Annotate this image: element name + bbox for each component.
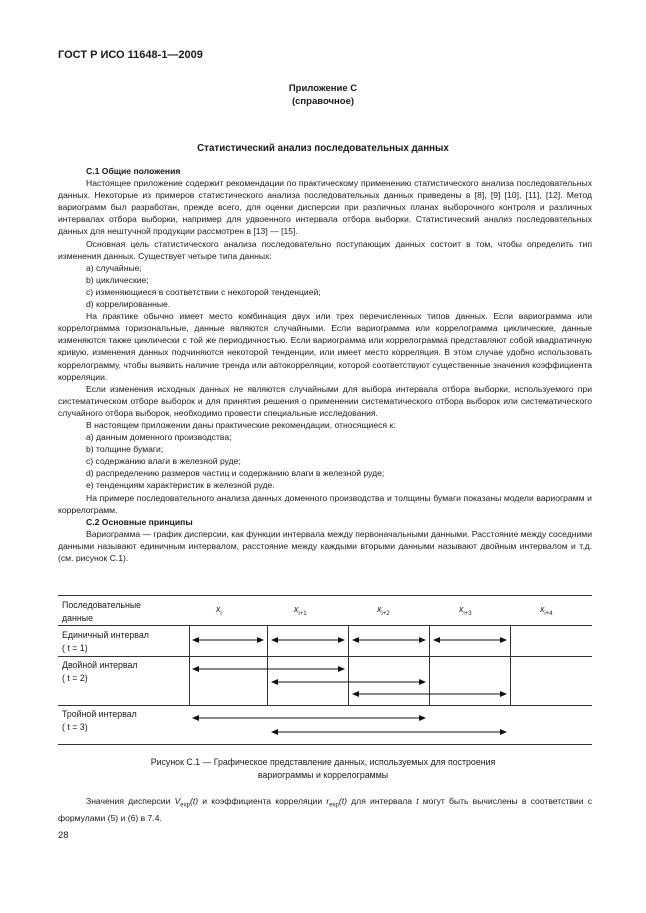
column-header-xi: $x_i$ <box>216 604 222 617</box>
paragraph: Если изменения исходных данных не являются случайными для выбора интервала отбора выборки, используемого при систематическом отборе выборок и для принятия решения о применении систематического отбора выборок или систематического случайного отбора выборок, необходимо провести специальные исследования. <box>58 383 592 418</box>
row-label-triple-interval: Тройной интервал ( t = 3) <box>62 709 137 732</box>
section-title: Статистический анализ последовательных данных <box>197 143 449 154</box>
paragraph-after-figure: Значения дисперсии $V_{exp}(t)$ и коэффициента корреляции $r_{exp}(t)$ для интервала t могут быть вычислены в соответствии с формулами (5) и (6) в 7.4. <box>58 796 592 824</box>
header-label: Последовательные данные <box>62 600 142 623</box>
list-item: d) коррелированные. <box>86 299 171 310</box>
list-item: a) данным доменного производства; <box>86 432 232 443</box>
document-header: ГОСТ Р ИСО 11648-1—2009 <box>58 49 203 61</box>
annex-title: Приложение С <box>288 83 358 94</box>
interval-arrows <box>58 595 592 745</box>
list-item: b) циклические; <box>86 274 149 285</box>
row-label-unit-interval: Единичный интервал ( t = 1) <box>62 630 149 653</box>
subsection-heading-c1: С.1 Общие положения <box>86 166 181 176</box>
paragraph: В настоящем приложении даны практические рекомендации, относящиеся к: <box>86 419 396 430</box>
list-item: d) распределению размеров частиц и содержанию влаги в железной руде; <box>86 468 385 479</box>
column-header-xi1: $x_{i+1}$ <box>294 604 307 617</box>
annex-type: (справочное) <box>291 96 355 107</box>
paragraph: Настоящее приложение содержит рекомендации по практическому применению статистического анализа последовательных данных. Некоторые из примеров статистического анализа последовательных данных приведены в [8], [9] [10], [11], [12]. Метод вариограмм был разработан, прежде всего, для оценки дисперсии при различных планах выборочного контроля и различных интервалах отбора выборки, например для удвоенного интервала отбора выборки. Статистический анализ последовательных данных для нештучной продукции рассмотрен в [13] — [15]. <box>58 178 592 237</box>
paragraph: На практике обычно имеет место комбинация двух или трех перечисленных типов данных. Если вариограмма или коррелограмма горизональные, данные являются случайными. Если вариограмма или коррелограмма циклические, данные изменяются также циклически с той же периодичностью. Если вариограмма или коррелограмма представляют собой квадратичную кривую, изменения данных подчиняются некоторой тенденции, или имеет место корреляция. В этом случае удобно использовать коррелограмму, чтобы выявить наличие тренда или автокорреляции, которой соответствуют существенные значения коэффициента корреляции. <box>58 311 592 382</box>
page-number: 28 <box>58 830 69 841</box>
paragraph: На примере последовательного анализа данных доменного производства и толщины бумаги показаны модели вариограмм и коррелограмм. <box>58 492 592 515</box>
figure-caption: Рисунок С.1 — Графическое представление данных, используемых для построения вариограммы и коррелограммы <box>150 757 496 780</box>
double-interval-arrows <box>193 669 506 694</box>
figure-c1-diagram <box>58 595 592 745</box>
list-item: a) случайные; <box>86 262 142 273</box>
column-header-xi3: $x_{i+3}$ <box>459 604 472 617</box>
annex-heading <box>0 82 646 108</box>
column-header-xi2: $x_{i+2}$ <box>377 604 390 617</box>
main-text <box>58 165 592 564</box>
paragraph: Основная цель статистического анализа последовательно поступающих данных состоит в том, чтобы определить тип изменения данных. Существует четыре типа данных: <box>58 238 592 261</box>
list-item: e) тенденциям характеристик в железной руде. <box>86 480 275 491</box>
row-label-double-interval: Двойной интервал ( t = 2) <box>62 660 138 683</box>
subsection-heading-c2: С.2 Основные принципы <box>86 516 193 527</box>
column-header-xi4: $x_{i+4}$ <box>540 604 553 617</box>
paragraph: Вариограмма — график дисперсии, как функции интервала между первоначальными данными. Расстояние между соседними данными называют единичным интервалом, расстояние между каждыми вторыми данными называют двойным интервалом и т.д. (см. рисунок С.1). <box>58 528 592 563</box>
list-item: b) толщине бумаги; <box>86 444 164 455</box>
list-item: c) изменяющиеся в соответствии с некоторой тенденцией; <box>86 286 321 297</box>
list-item: c) содержанию влаги в железной руде; <box>86 456 241 467</box>
triple-interval-arrows <box>193 718 506 732</box>
